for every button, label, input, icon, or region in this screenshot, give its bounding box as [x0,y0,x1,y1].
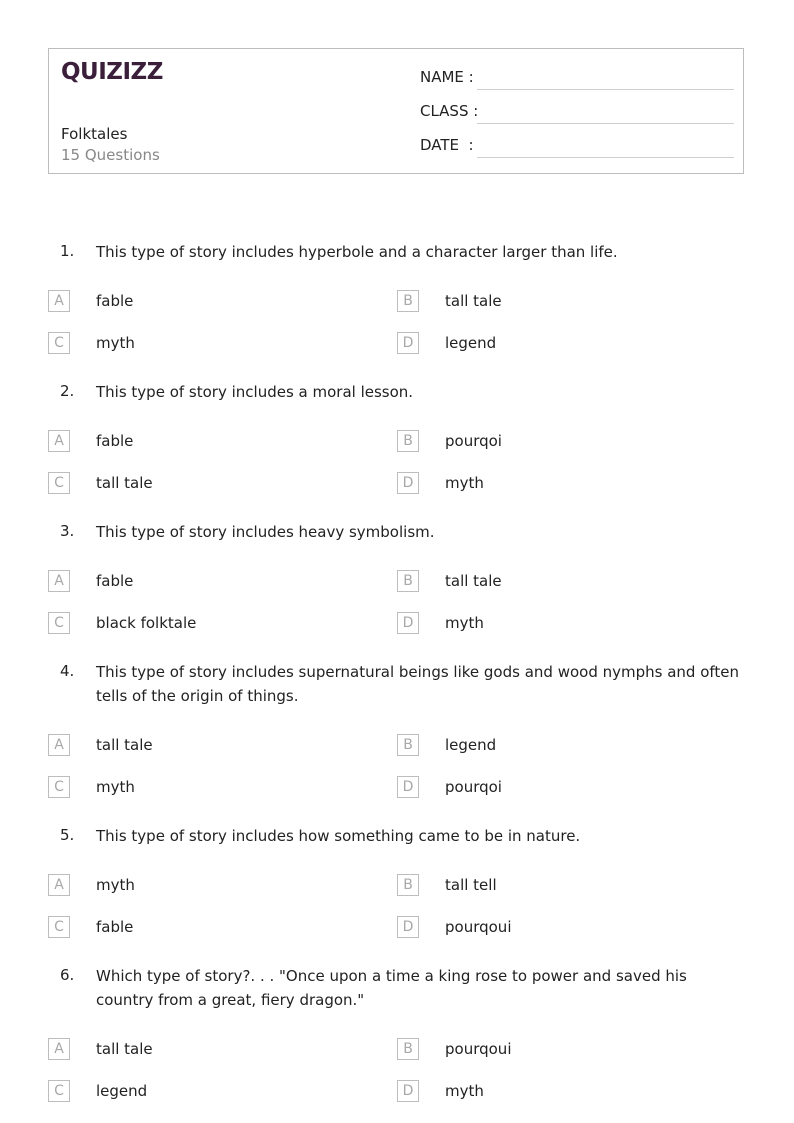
option-d-text: pourqoi [445,778,502,796]
option-c-text: legend [96,1082,148,1100]
option-b-text: tall tale [445,572,502,590]
option-a-text: myth [96,876,135,894]
option-d-box[interactable]: D [397,776,419,798]
option-b-text: tall tale [445,292,502,310]
option-b-box[interactable]: B [397,734,419,756]
question-number: 2. [60,382,75,400]
option-a-box[interactable]: A [48,290,70,312]
option-c-box[interactable]: C [48,612,70,634]
option-a-text: fable [96,432,134,450]
question-count: 15 Questions [61,146,160,164]
question-text: This type of story includes how something came to be in nature. [96,827,581,845]
option-b-text: pourqoi [445,432,502,450]
option-a-box[interactable]: A [48,874,70,896]
option-c-box[interactable]: C [48,1080,70,1102]
option-a-box[interactable]: A [48,1038,70,1060]
date-label: DATE : [420,136,474,154]
class-label: CLASS : [420,102,479,120]
worksheet-title: Folktales [61,125,128,143]
option-b-box[interactable]: B [397,874,419,896]
name-line[interactable] [477,89,734,90]
class-field[interactable] [420,102,734,124]
option-c-text: myth [96,778,135,796]
option-a-text: tall tale [96,1040,153,1058]
date-field[interactable] [420,136,734,158]
option-b-box[interactable]: B [397,430,419,452]
name-label: NAME : [420,68,474,86]
option-a-box[interactable]: A [48,570,70,592]
worksheet-header [48,48,744,174]
option-d-box[interactable]: D [397,1080,419,1102]
question-number: 3. [60,522,75,540]
date-line[interactable] [477,157,734,158]
option-a-text: fable [96,292,134,310]
question-number: 4. [60,662,75,680]
question-text: This type of story includes supernatural beings like gods and wood nymphs and often tells of the origin of things. [96,663,740,705]
option-d-text: myth [445,1082,484,1100]
option-c-text: fable [96,918,134,936]
option-c-box[interactable]: C [48,776,70,798]
option-d-box[interactable]: D [397,612,419,634]
name-field[interactable] [420,68,734,90]
option-b-text: legend [445,736,497,754]
question-text: This type of story includes hyperbole and a character larger than life. [96,243,618,261]
option-c-text: black folktale [96,614,197,632]
question-text: This type of story includes heavy symbolism. [96,523,435,541]
option-c-box[interactable]: C [48,916,70,938]
option-c-box[interactable]: C [48,332,70,354]
option-a-text: tall tale [96,736,153,754]
question-text: Which type of story?. . . "Once upon a time a king rose to power and saved his country from a great, fiery dragon." [96,967,687,1009]
option-a-box[interactable]: A [48,430,70,452]
option-b-box[interactable]: B [397,290,419,312]
question-number: 5. [60,826,75,844]
option-d-box[interactable]: D [397,916,419,938]
option-a-box[interactable]: A [48,734,70,756]
question-number: 6. [60,966,75,984]
question-number: 1. [60,242,75,260]
option-d-text: pourqoui [445,918,512,936]
option-d-box[interactable]: D [397,472,419,494]
option-d-box[interactable]: D [397,332,419,354]
question-text: This type of story includes a moral lesson. [96,383,414,401]
option-c-text: tall tale [96,474,153,492]
option-d-text: legend [445,334,497,352]
option-c-text: myth [96,334,135,352]
option-b-text: pourqoui [445,1040,512,1058]
option-b-text: tall tell [445,876,497,894]
option-d-text: myth [445,474,484,492]
option-a-text: fable [96,572,134,590]
option-d-text: myth [445,614,484,632]
quizizz-logo: QUIZIZZ [61,59,163,85]
class-line[interactable] [477,123,734,124]
option-b-box[interactable]: B [397,570,419,592]
option-c-box[interactable]: C [48,472,70,494]
option-b-box[interactable]: B [397,1038,419,1060]
